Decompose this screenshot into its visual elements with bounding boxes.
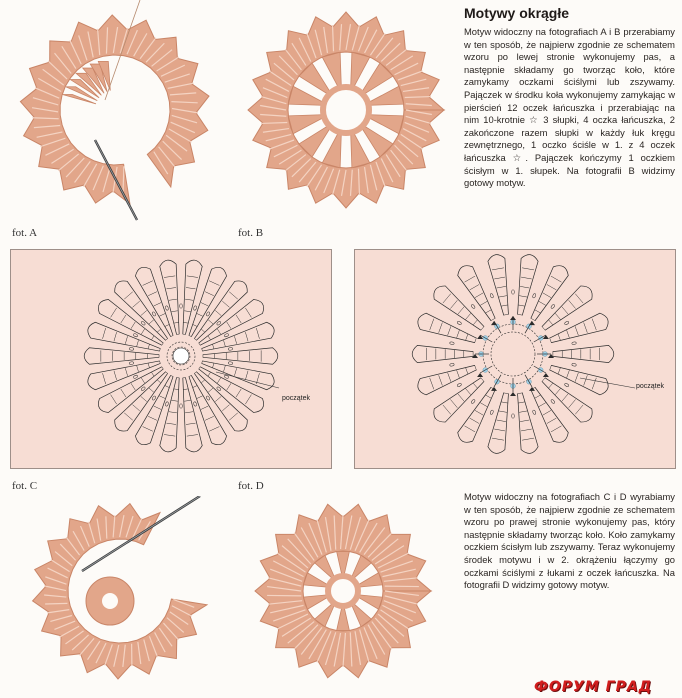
photo-c-lace-strip-with-needle	[0, 496, 240, 696]
crochet-diagram-right	[354, 249, 676, 469]
watermark-logo: ФОРУМ ГРАД	[534, 679, 653, 695]
paragraph-bottom: Motyw widoczny na fotografiach C i D wyrabiamy w ten sposób, że najpierw zgodnie ze schematem wzoru po prawej stronie wykonujemy pas, który następnie składamy tworząc koło. Koło zamykamy oczkiem ścisłym lub zszywamy. Teraz wykonujemy środek motywu i w 2. okrążeniu łączymy go oczkami ściślymi z łukami z oczek łańcuszka. Na fotografii D widzimy gotowy motyw.	[464, 491, 675, 591]
caption-photo-b: fot. B	[238, 227, 264, 239]
diagram-right-start-label: początek	[636, 383, 665, 390]
photo-a-lace-strip-with-needle	[0, 0, 230, 230]
caption-photo-d: fot. D	[238, 480, 264, 492]
crochet-diagram-left	[10, 249, 332, 469]
caption-photo-c: fot. C	[12, 480, 38, 492]
photo-d-round-motif	[240, 496, 440, 696]
paragraph-top: Motyw widoczny na fotografiach A i B przerabiamy w ten sposób, że najpierw zgodnie ze schematem wzoru po lewej stronie wykonujemy pas, a następnie składamy go tworząc koło, które zamykamy oczkami ściślymi lub zszywamy. Pajączek w środku koła wykonujemy zamykając w pierścień 12 oczek łańcuszka i przerabiając na nim 10-krotnie ☆ 3 słupki, 4 oczka łańcuszka, 2 zakończone razem słupki w każdy łuk kręgu zewnętrznego, 1 oczko ściśle w 1. z 4 oczek łańcuszka ☆. Pajączek kończymy 1 oczkiem ścisłym w 1. słupek. Na fotografii B widzimy gotowy motyw.	[464, 26, 675, 189]
photo-b-round-motif	[228, 0, 458, 230]
caption-photo-a: fot. A	[12, 227, 38, 239]
diagram-left-start-label: początek	[282, 395, 311, 402]
page-title: Motywy okrągłe	[464, 5, 570, 21]
